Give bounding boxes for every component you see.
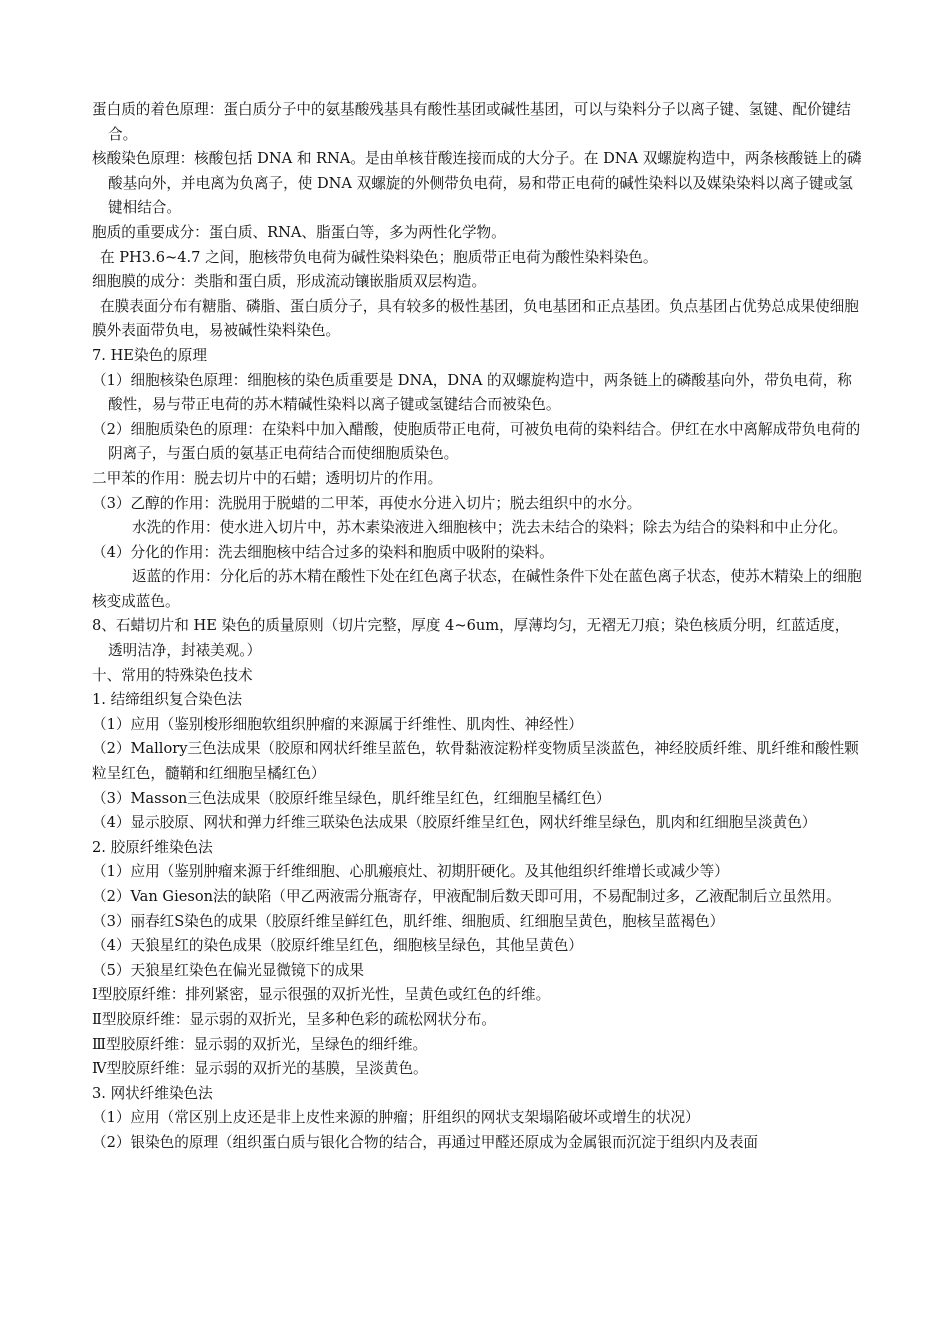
document-page <box>92 98 862 1156</box>
paragraph-cytoplasm-components: 胞质的重要成分：蛋白质、RNA、脂蛋白等，多为两性化学物。 <box>92 223 506 241</box>
paragraph-quality-standard: 8、石蜡切片和 HE 染色的质量原则（切片完整，厚度 4~6um，厚薄均匀，无褶无刀痕；染色核质分明，红蓝适度，透明洁净，封裱美观。） <box>92 617 850 660</box>
list-item: （3）Masson三色法成果（胶原纤维呈绿色，肌纤维呈红色，红细胞呈橘红色） <box>92 789 611 807</box>
paragraph-nucleic-acid-staining: 核酸染色原理：核酸包括 DNA 和 RNA。是由单核苷酸连接而成的大分子。在 DNA 双螺旋构造中，两条核酸链上的磷酸基向外，并电离为负离子，使 DNA 双螺旋的外侧带负电荷，易和带正电荷的碱性染料以及媒染染料以离子键或氢键相结合。 <box>92 150 862 217</box>
list-item: （1）应用（鉴别梭形细胞软组织肿瘤的来源属于纤维性、肌肉性、神经性） <box>92 715 583 733</box>
paragraph-ph-range: 在 PH3.6~4.7 之间，胞核带负电荷为碱性染料染色；胞质带正电荷为酸性染料染色。 <box>100 248 658 266</box>
list-item: Ⅳ型胶原纤维：显示弱的双折光的基膜，呈淡黄色。 <box>92 1060 428 1078</box>
list-item: （1）应用（常区别上皮还是非上皮性来源的肿瘤；肝组织的网状支架塌陷破坏或增生的状况） <box>92 1109 700 1127</box>
list-item: Ⅰ型胶原纤维：排列紧密，显示很强的双折光性，呈黄色或红色的纤维。 <box>92 986 551 1004</box>
list-item: （2）银染色的原理（组织蛋白质与银化合物的结合，再通过甲醛还原成为金属银而沉淀于组织内及表面 <box>92 1133 759 1151</box>
subsection-heading-reticular: 3. 网状纤维染色法 <box>92 1084 213 1102</box>
paragraph-membrane-components: 细胞膜的成分：类脂和蛋白质，形成流动镶嵌脂质双层构造。 <box>92 273 487 291</box>
paragraph-cytoplasm-staining: （2）细胞质染色的原理：在染料中加入醋酸，使胞质带正电荷，可被负电荷的染料结合。伊红在水中离解成带负电荷的阴离子，与蛋白质的氨基正电荷结合而使细胞质染色。 <box>92 420 861 463</box>
subsection-heading-connective-tissue: 1. 结缔组织复合染色法 <box>92 691 242 709</box>
list-item: （4）天狼星红的染色成果（胶原纤维呈红色，细胞核呈绿色，其他呈黄色） <box>92 937 583 955</box>
list-item: （3）丽春红S染色的成果（胶原纤维呈鲜红色，肌纤维、细胞质、红细胞呈黄色，胞核呈蓝褐色） <box>92 912 725 930</box>
list-item: （1）应用（鉴别肿瘤来源于纤维细胞、心肌瘢痕灶、初期肝硬化。及其他组织纤维增长或减少等） <box>92 863 729 881</box>
list-item: Ⅲ型胶原纤维：显示弱的双折光，呈绿色的细纤维。 <box>92 1035 428 1053</box>
paragraph-ethanol: （3）乙醇的作用：洗脱用于脱蜡的二甲苯，再使水分进入切片；脱去组织中的水分。 <box>92 494 642 512</box>
paragraph-water-wash: 水洗的作用：使水进入切片中，苏木素染液进入细胞核中；洗去未结合的染料；除去为结合的染料和中止分化。 <box>132 519 848 537</box>
paragraph-membrane-surface: 在膜表面分布有糖脂、磷脂、蛋白质分子，具有较多的极性基团，负电基团和正点基团。负点基团占优势总成果使细胞膜外表面带负电，易被碱性染料染色。 <box>92 297 859 340</box>
list-item: （4）显示胶原、网状和弹力纤维三联染色法成果（胶原纤维呈红色，网状纤维呈绿色，肌肉和红细胞呈淡黄色） <box>92 814 817 832</box>
section-heading-special-staining: 十、常用的特殊染色技术 <box>92 666 253 684</box>
paragraph-nucleus-staining: （1）细胞核染色原理：细胞核的染色质重要是 DNA，DNA 的双螺旋构造中，两条链上的磷酸基向外，带负电荷，称酸性，易与带正电荷的苏木精碱性染料以离子键或氢键结合而被染色。 <box>92 371 852 414</box>
subsection-heading-collagen: 2. 胶原纤维染色法 <box>92 838 213 856</box>
list-item: （2）Van Gieson法的缺陷（甲乙两液需分瓶寄存，甲液配制后数天即可用，不易配制过多，乙液配制后立虽然用。 <box>92 888 841 905</box>
list-item: （2）Mallory三色法成果（胶原和网状纤维呈蓝色，软骨黏液淀粉样变物质呈淡蓝色，神经胶质纤维、肌纤维和酸性颗粒呈红色，髓鞘和红细胞呈橘红色） <box>92 740 859 783</box>
list-item: （5）天狼星红染色在偏光显微镜下的成果 <box>92 961 364 979</box>
paragraph-protein-staining: 蛋白质的着色原理：蛋白质分子中的氨基酸残基具有酸性基团或碱性基团，可以与染料分子以离子键、氢键、配价键结合。 <box>92 101 851 143</box>
list-item: Ⅱ型胶原纤维：显示弱的双折光，呈多种色彩的疏松网状分布。 <box>92 1010 496 1028</box>
paragraph-xylene: 二甲苯的作用：脱去切片中的石蜡；透明切片的作用。 <box>92 469 443 487</box>
paragraph-differentiation: （4）分化的作用：洗去细胞核中结合过多的染料和胞质中吸附的染料。 <box>92 543 554 561</box>
paragraph-bluing: 返蓝的作用：分化后的苏木精在酸性下处在红色离子状态，在碱性条件下处在蓝色离子状态，使苏木精染上的细胞核变成蓝色。 <box>92 568 862 610</box>
section-heading-he: 7. HE染色的原理 <box>92 346 207 364</box>
